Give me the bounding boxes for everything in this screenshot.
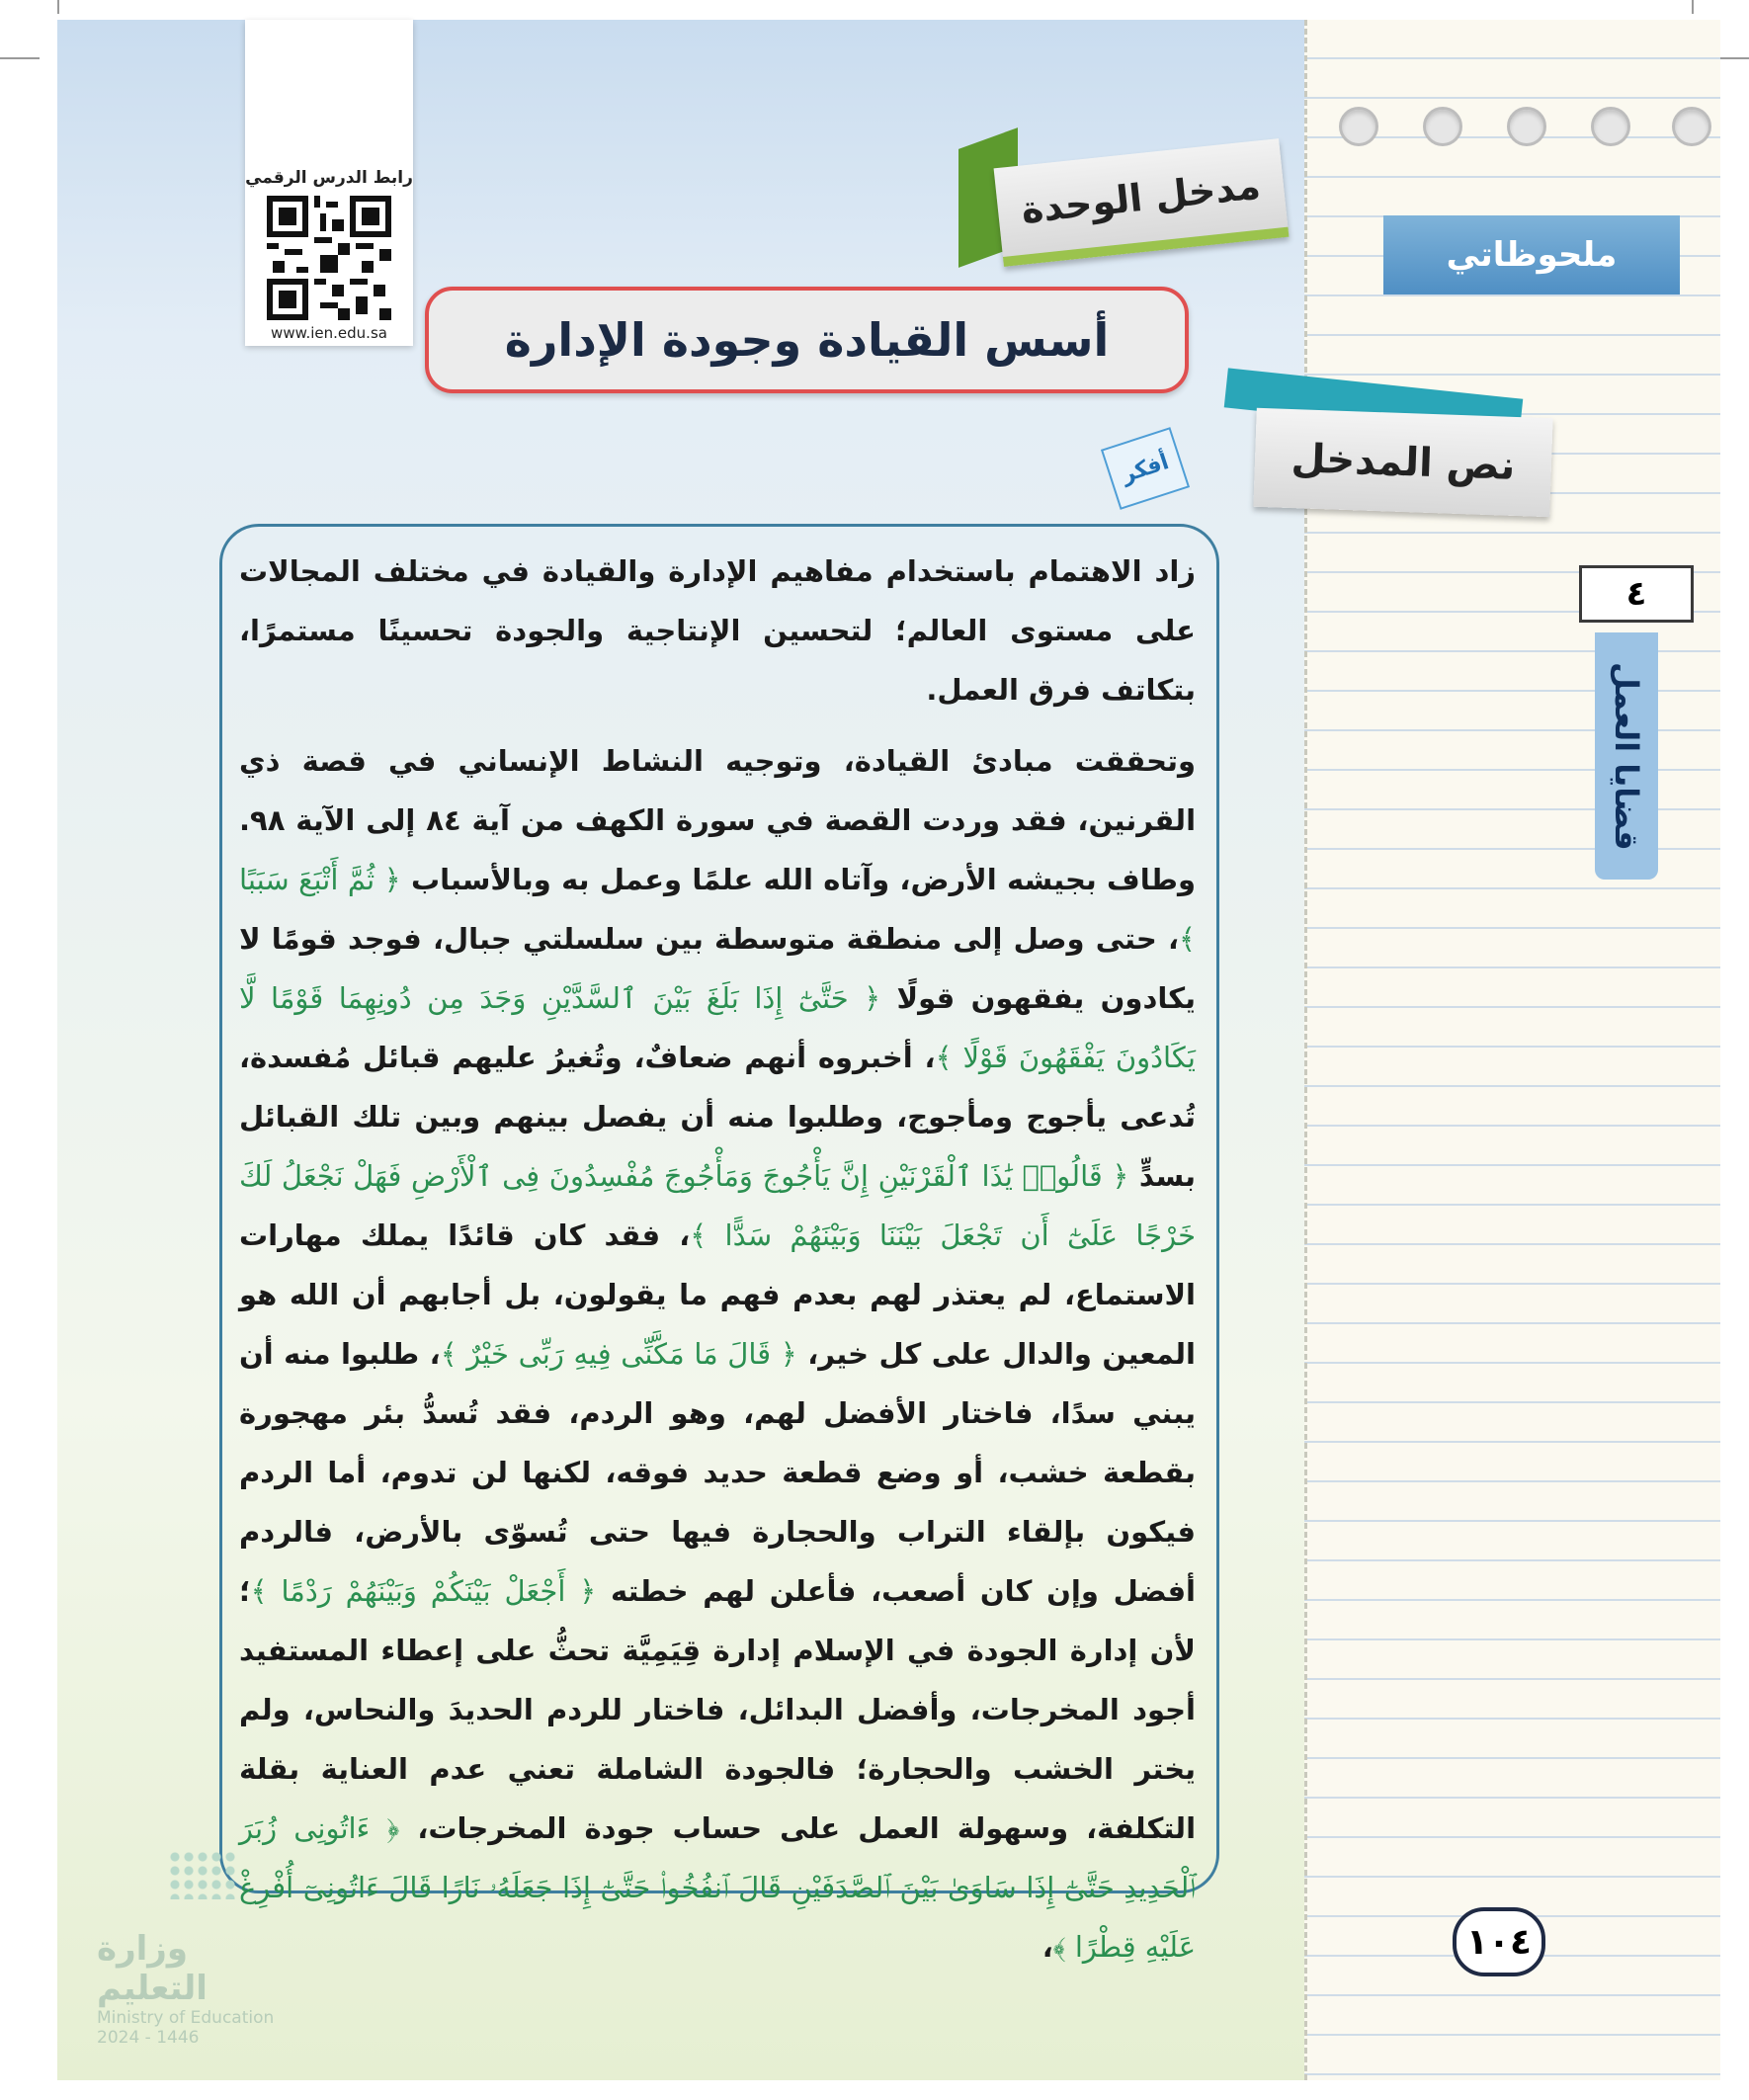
- lesson-title: أسس القيادة وجودة الإدارة: [425, 287, 1189, 393]
- binder-ring: [1591, 107, 1630, 146]
- paragraph-1: [239, 542, 1196, 719]
- page-number: ١٠٤: [1453, 1907, 1545, 1976]
- quran-verse-1: ﴿ ثُمَّ أَتْبَعَ سَبَبًا ﴾: [239, 863, 1196, 956]
- paragraph-2-text-g: ،: [1041, 1930, 1053, 1964]
- paragraph-2-text-c: ، أخبروه أنهم ضعافٌ، وتُغيرُ عليهم قبائل مُفسدة، تُدعى يأجوج ومأجوج، وطلبوا منه أن يفصل بينهم وبين تلك القبائل بسدٍّ: [239, 1041, 1196, 1193]
- qr-caption: رابط الدرس الرقمي: [245, 168, 413, 188]
- qr-code-icon[interactable]: [267, 196, 391, 320]
- binder-ring: [1672, 107, 1711, 146]
- ministry-arabic-name: وزارة التعليم: [97, 1929, 208, 2008]
- binder-ring: [1507, 107, 1546, 146]
- unit-name-tab: قضايا العمل: [1595, 632, 1658, 880]
- binder-ring: [1339, 107, 1378, 146]
- notes-column: [1304, 20, 1720, 2080]
- unit-entry-header: مدخل الوحدة: [994, 138, 1290, 267]
- quran-verse-2: ﴿ حَتَّىٰٓ إِذَا بَلَغَ بَيْنَ ٱلسَّدَّيْنِ وَجَدَ مِن دُونِهِمَا قَوْمًا لَّا يَكَادُونَ يَفْقَهُونَ قَوْلًا ﴾: [239, 981, 1196, 1074]
- my-notes-tab: ملحوظاتي: [1383, 215, 1680, 294]
- ministry-logo: [97, 1929, 294, 2048]
- paragraph-2-text-f: ؛ لأن إدارة الجودة في الإسلام إدارة قِيَمِيَّة تحثُّ على إعطاء المستفيد أجود المخرجات، وأفضل البدائل، فاختار للردم الحديدَ والنحاس، ولم يختر الخشب والحجارة؛ فالجودة الشاملة تعني عدم العناية بقلة التكلفة، وسهولة العمل على حساب جودة المخرجات،: [239, 1574, 1197, 1845]
- unit-number: ٤: [1579, 565, 1694, 623]
- qr-card[interactable]: [245, 20, 413, 346]
- binder-ring: [1423, 107, 1462, 146]
- paragraph-2-text-d: ، فقد كان قائدًا يملك مهارات الاستماع، لم يعتذر لهم بعدم فهم ما يقولون، بل أجابهم أن الله هو المعين والدال على كل خير،: [239, 1218, 1196, 1371]
- crop-mark: [57, 0, 59, 14]
- paragraph-2: [239, 731, 1196, 1976]
- paragraph-1-text: زاد الاهتمام باستخدام مفاهيم الإدارة والقيادة في مختلف المجالات على مستوى العالم؛ لتحسين الإنتاجية والجودة تحسينًا مستمرًا، بتكاتف فرق العمل.: [239, 554, 1196, 707]
- paragraph-2-text-b: ، حتى وصل إلى منطقة متوسطة بين سلسلتي جبال، فوجد قومًا لا يكادون يفقهون قولًا: [239, 922, 1196, 1015]
- think-tag-icon: أفكر: [1101, 427, 1190, 510]
- logo-dots-icon: [168, 1850, 237, 1899]
- qr-url-link[interactable]: www.ien.edu.sa: [271, 324, 387, 342]
- intro-text-label: نص المدخل: [1253, 408, 1552, 517]
- ministry-english-name: Ministry of Education: [97, 2008, 275, 2028]
- paragraph-2-text-e: ، طلبوا منه أن يبني سدًا، فاختار الأفضل لهم، وهو الردم، فقد تُسدُّ بئر مهجورة بقطعة خشب، أو وضع قطعة حديد فوقه، لكنها لن تدوم، أما الردم فيكون بإلقاء التراب والحجارة فيها حتى تُسوّى بالأرض، فالردم أفضل وإن كان أصعب، فأعلن لهم خطته: [239, 1337, 1196, 1608]
- edition-year: 2024 - 1446: [97, 2028, 200, 2048]
- crop-mark: [0, 57, 40, 59]
- quran-verse-6: ﴿ ءَاتُونِى زُبَرَ ٱلْحَدِيدِ حَتَّىٰٓ إِذَا سَاوَىٰ بَيْنَ ٱلصَّدَفَيْنِ قَالَ ٱنفُخُوا۟ حَتَّىٰٓ إِذَا جَعَلَهُۥ نَارًا قَالَ ءَاتُونِىٓ أُفْرِغْ عَلَيْهِ قِطْرًا ﴾: [239, 1811, 1196, 1964]
- crop-mark: [1692, 0, 1694, 14]
- paragraph-2-text-a: وتحققت مبادئ القيادة، وتوجيه النشاط الإنساني في قصة ذي القرنين، فقد وردت القصة في سورة الكهف من آية ٨٤ إلى الآية ٩٨. وطاف بجيشه الأرض، وآتاه الله علمًا وعمل به وبالأسباب: [239, 744, 1197, 896]
- quran-verse-3: ﴿ قَالُوا۟ يَٰذَا ٱلْقَرْنَيْنِ إِنَّ يَأْجُوجَ وَمَأْجُوجَ مُفْسِدُونَ فِى ٱلْأَرْضِ فَهَلْ نَجْعَلُ لَكَ خَرْجًا عَلَىٰٓ أَن تَجْعَلَ بَيْنَنَا وَبَيْنَهُمْ سَدًّا ﴾: [239, 1159, 1197, 1252]
- quran-verse-5: ﴿ أَجْعَلْ بَيْنَكُمْ وَبَيْنَهُمْ رَدْمًا ﴾: [250, 1574, 597, 1608]
- quran-verse-4: ﴿ قَالَ مَا مَكَّنِّى فِيهِ رَبِّى خَيْرٌ ﴾: [440, 1337, 797, 1371]
